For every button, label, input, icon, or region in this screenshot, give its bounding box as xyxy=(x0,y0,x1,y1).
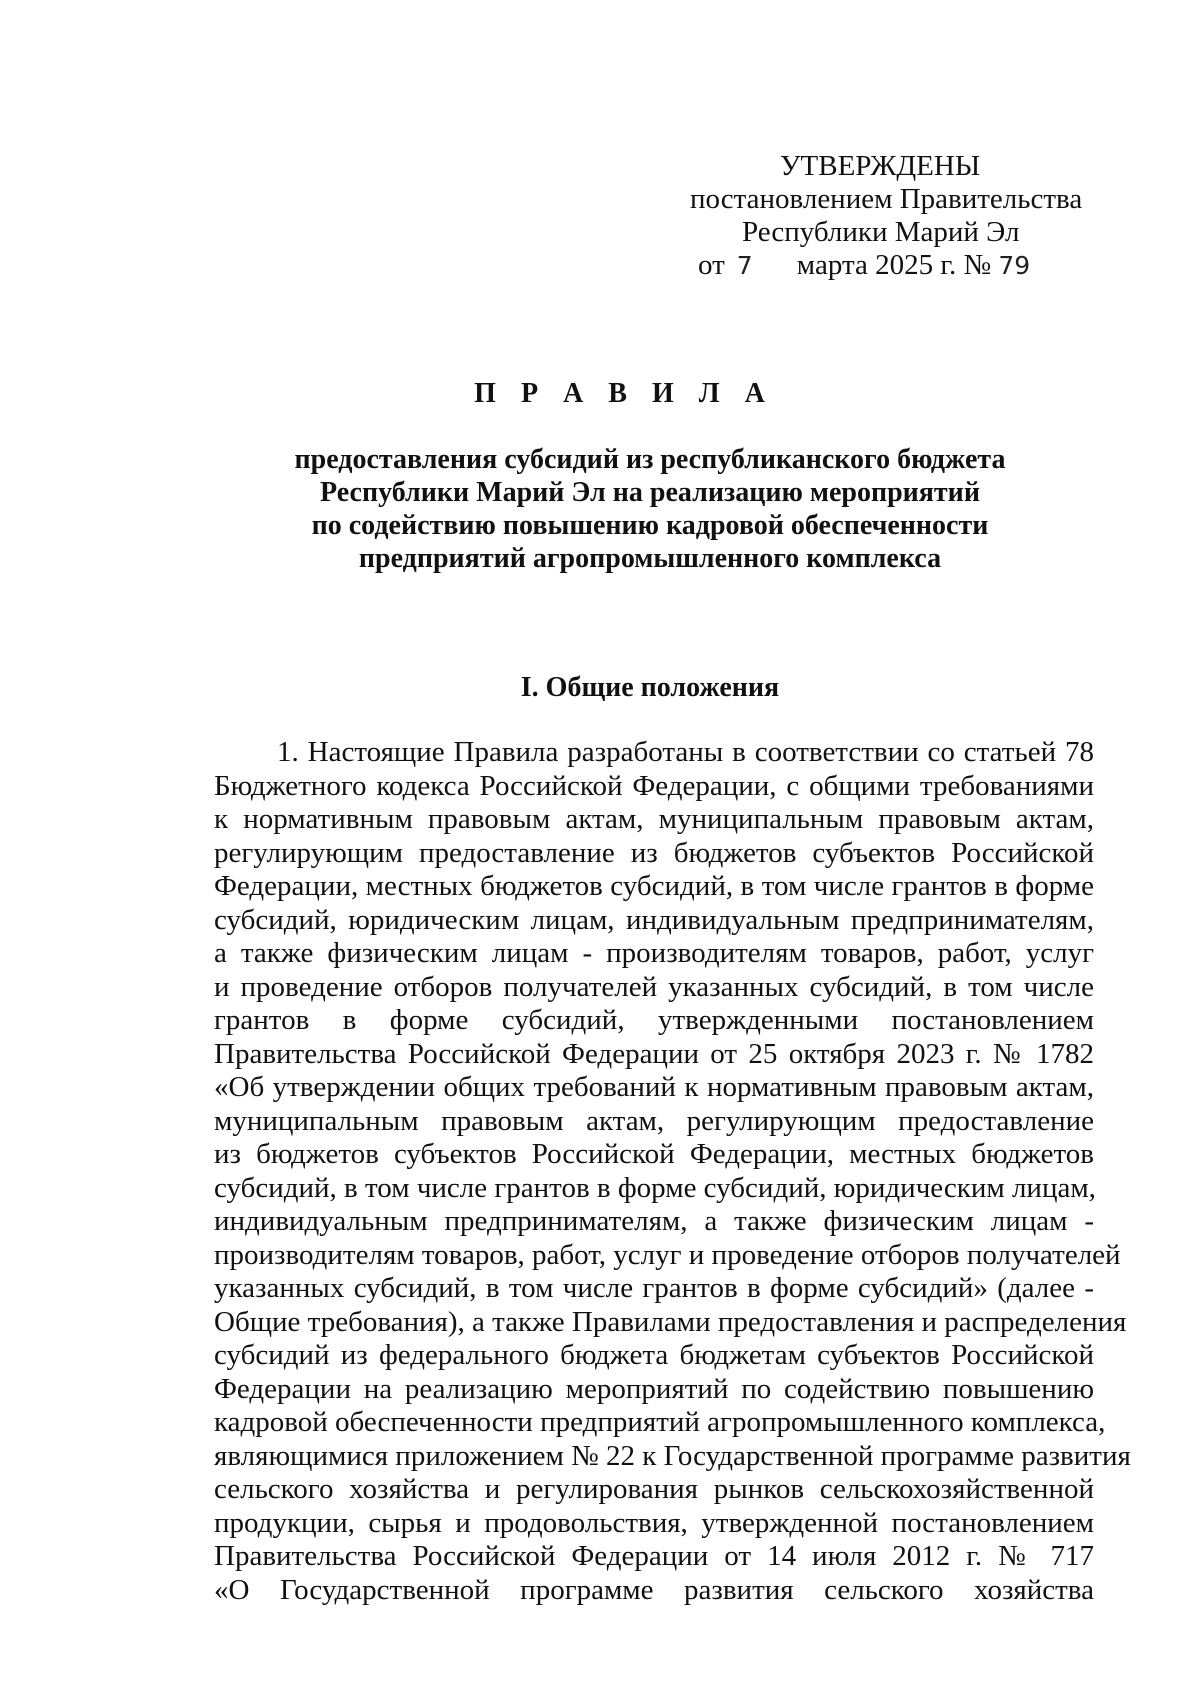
body-line: 1. Настоящие Правила разработаны в соответствии со статьей 78 xyxy=(277,736,1094,768)
body-line: субсидий из федерального бюджета бюджетам субъектов Российской xyxy=(214,1339,1094,1371)
body-line: муниципальным правовым актам, регулирующим предоставление xyxy=(214,1104,1094,1137)
body-paragraph xyxy=(214,736,1131,1607)
body-line: Общие требования), а также Правилами предоставления и распределения xyxy=(214,1305,1127,1338)
body-line: и проведение отборов получателей указанных субсидий, в том числе xyxy=(214,970,1094,1003)
body-line: «Об утверждении общих требований к нормативным правовым актам, xyxy=(214,1071,1094,1103)
document-subtitle xyxy=(200,443,1100,575)
decree-number: 79 xyxy=(998,251,1031,280)
body-line: Правительства Российской Федерации от 14 июля 2012 г. № 717 xyxy=(214,1540,1094,1572)
body-line: индивидуальным предпринимателям, а также физическим лицам - xyxy=(214,1205,1094,1237)
approval-stamp xyxy=(660,150,1083,282)
body-line: Федерации на реализацию мероприятий по содействию повышению xyxy=(214,1372,1094,1405)
body-line: производителям товаров, работ, услуг и проведение отборов получателей xyxy=(214,1238,1121,1271)
body-line: регулирующим предоставление из бюджетов субъектов Российской xyxy=(214,836,1094,869)
subtitle-line: по содействию повышению кадровой обеспеченности xyxy=(311,510,989,541)
decree-day: 7 xyxy=(736,251,753,280)
body-line: продукции, сырья и продовольствия, утвержденной постановлением xyxy=(214,1506,1094,1539)
body-line: из бюджетов субъектов Российской Федерации, местных бюджетов xyxy=(214,1138,1094,1170)
body-line: кадровой обеспеченности предприятий агропромышленного комплекса, xyxy=(214,1406,1106,1438)
body-line: указанных субсидий, в том числе грантов в форме субсидий» (далее - xyxy=(214,1272,1094,1304)
subtitle-line: Республики Марий Эл на реализацию мероприятий xyxy=(320,477,980,508)
body-line: к нормативным правовым актам, муниципальным правовым актам, xyxy=(214,803,1094,835)
body-line: а также физическим лицам - производителям товаров, работ, услуг xyxy=(214,937,1094,969)
body-line: Правительства Российской Федерации от 25 октября 2023 г. № 1782 xyxy=(214,1037,1094,1070)
body-line: являющимися приложением № 22 к Государственной программе развития xyxy=(214,1439,1131,1472)
decree-date-line xyxy=(698,249,1030,282)
body-line: субсидий, в том числе грантов в форме субсидий, юридическим лицам, xyxy=(214,1171,1096,1204)
body-line: субсидий, юридическим лицам, индивидуальным предпринимателям, xyxy=(214,903,1094,936)
body-line: сельского хозяйства и регулирования рынков сельскохозяйственной xyxy=(214,1473,1094,1505)
date-prefix: от xyxy=(698,249,725,281)
body-line: «О Государственной программе развития сельского хозяйства xyxy=(214,1573,1094,1606)
subtitle-line: предоставления субсидий из республиканского бюджета xyxy=(294,444,1006,475)
republic-label: Республики Марий Эл xyxy=(742,216,1020,248)
decree-label: постановлением Правительства xyxy=(690,183,1083,215)
section-heading: I. Общие положения xyxy=(520,672,780,703)
body-line: грантов в форме субсидий, утвержденными постановлением xyxy=(214,1004,1094,1036)
subtitle-line: предприятий агропромышленного комплекса xyxy=(358,543,942,574)
document-title: П Р А В И Л А xyxy=(474,378,774,409)
approved-label: УТВЕРЖДЕНЫ xyxy=(780,150,981,182)
body-line: Федерации, местных бюджетов субсидий, в том числе грантов в форме xyxy=(214,870,1094,902)
decree-month-year: марта 2025 г. № xyxy=(796,249,992,281)
body-line: Бюджетного кодекса Российской Федерации, с общими требованиями xyxy=(214,769,1094,802)
